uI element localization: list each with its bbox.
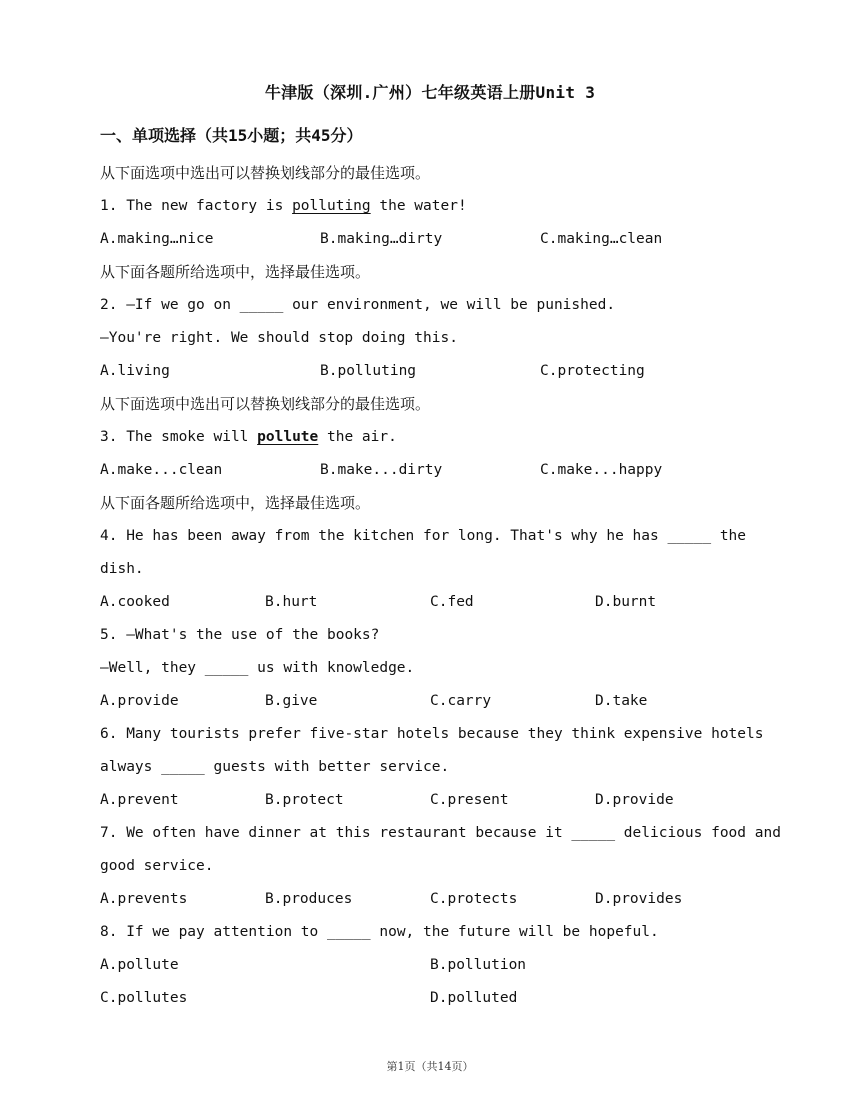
underlined-word: pollute [257,429,319,445]
question-1-options [100,223,765,256]
option-c[interactable]: C.make...happy [540,462,663,478]
underlined-word: polluting [292,198,371,214]
question-number: 1. [100,198,118,214]
question-text: The new factory is [117,198,293,214]
option-d[interactable]: D.burnt [595,594,657,610]
question-text: —If we go on _____ our environment, we will be punished. [117,297,616,313]
option-c[interactable]: C.carry [430,693,492,709]
option-d[interactable]: D.take [595,693,648,709]
option-c[interactable]: C.present [430,792,509,808]
option-a[interactable]: A.make...clean [100,462,223,478]
option-b[interactable]: B.produces [265,891,353,907]
section-heading: 一、单项选择（共15小题；共45分） [100,126,363,145]
question-number: 6. [100,726,118,742]
question-number: 3. [100,429,118,445]
instruction-choose: 从下面各题所给选项中，选择最佳选项。 [100,494,371,512]
question-number: 4. [100,528,118,544]
question-text: The smoke will [117,429,258,445]
option-a[interactable]: A.pollute [100,957,179,973]
option-c[interactable]: C.making…clean [540,231,663,247]
option-a[interactable]: A.living [100,363,170,379]
question-4-line2: dish. [100,561,144,577]
option-b[interactable]: B.pollution [430,957,527,973]
option-a[interactable]: A.making…nice [100,231,214,247]
question-4 [100,520,765,553]
option-d[interactable]: D.provide [595,792,674,808]
option-a[interactable]: A.prevents [100,891,188,907]
question-number: 7. [100,825,118,841]
option-a[interactable]: A.cooked [100,594,170,610]
question-text: —What's the use of the books? [117,627,380,643]
option-b[interactable]: B.make...dirty [320,462,443,478]
question-3 [100,421,765,454]
option-b[interactable]: B.polluting [320,363,417,379]
question-3-options [100,454,765,487]
question-5-line2: —Well, they _____ us with knowledge. [100,660,415,676]
question-2-line2: —You're right. We should stop doing this. [100,330,458,346]
question-8-options-row2 [100,982,765,1015]
option-b[interactable]: B.give [265,693,318,709]
question-7-options [100,883,765,916]
question-7 [100,817,781,850]
option-a[interactable]: A.provide [100,693,179,709]
question-4-options [100,586,765,619]
question-5 [100,619,765,652]
question-1 [100,190,765,223]
instruction-choose: 从下面各题所给选项中，选择最佳选项。 [100,263,371,281]
question-text: the air. [318,429,397,445]
question-text: If we pay attention to _____ now, the future will be hopeful. [117,924,659,940]
question-6-line2: always _____ guests with better service. [100,759,450,775]
question-text: Many tourists prefer five-star hotels because they think expensive hotels [117,726,764,742]
option-b[interactable]: B.hurt [265,594,318,610]
question-2 [100,289,765,322]
question-7-line2: good service. [100,858,214,874]
option-c[interactable]: C.pollutes [100,990,188,1006]
option-b[interactable]: B.making…dirty [320,231,443,247]
question-text: the water! [370,198,467,214]
page-footer: 第1页（共14页） [386,1060,474,1073]
question-5-options [100,685,765,718]
question-8-options-row1 [100,949,765,982]
option-c[interactable]: C.fed [430,594,474,610]
option-d[interactable]: D.provides [595,891,683,907]
option-c[interactable]: C.protecting [540,363,645,379]
question-text: He has been away from the kitchen for long. That's why he has _____ the [117,528,747,544]
question-2-options [100,355,765,388]
option-c[interactable]: C.protects [430,891,518,907]
question-number: 5. [100,627,118,643]
question-number: 8. [100,924,118,940]
question-text: We often have dinner at this restaurant because it _____ delicious food and [117,825,781,841]
document-title: 牛津版（深圳.广州）七年级英语上册Unit 3 [264,83,596,102]
question-list [100,157,781,1015]
instruction-replace: 从下面选项中选出可以替换划线部分的最佳选项。 [100,164,431,182]
question-6 [100,718,765,751]
option-b[interactable]: B.protect [265,792,344,808]
question-number: 2. [100,297,118,313]
option-d[interactable]: D.polluted [430,990,518,1006]
instruction-replace: 从下面选项中选出可以替换划线部分的最佳选项。 [100,395,431,413]
option-a[interactable]: A.prevent [100,792,179,808]
question-6-options [100,784,765,817]
question-8 [100,916,765,949]
